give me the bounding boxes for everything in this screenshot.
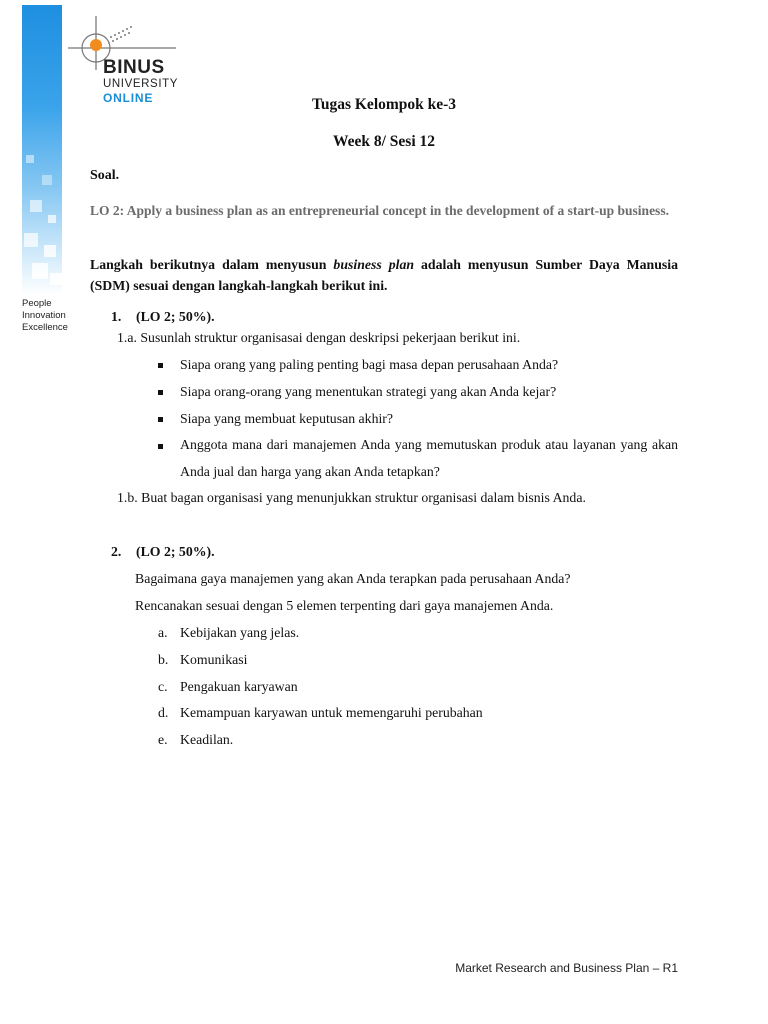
tagline-line: People xyxy=(22,298,52,309)
list-item-text: Keadilan. xyxy=(180,732,234,747)
intro-text: Langkah berikutnya dalam menyusun xyxy=(90,257,334,272)
tagline xyxy=(22,298,68,334)
list-item-text: Komunikasi xyxy=(180,652,248,667)
list-item-text: Siapa yang membuat keputusan akhir? xyxy=(180,411,394,426)
question-2-line: Bagaimana gaya manajemen yang akan Anda terapkan pada perusahaan Anda? xyxy=(135,571,571,586)
tagline-line: Excellence xyxy=(22,322,68,333)
question-2-line: Rencanakan sesuai dengan 5 elemen terpenting dari gaya manajemen Anda. xyxy=(135,598,554,613)
list-item-label: d. xyxy=(158,705,169,720)
list-item-text: Kebijakan yang jelas. xyxy=(180,625,300,640)
question-label: (LO 2; 50%). xyxy=(136,544,215,559)
bullet-icon xyxy=(158,363,163,368)
list-item-label: c. xyxy=(158,679,168,694)
list-item xyxy=(158,625,299,641)
list-item xyxy=(158,679,298,695)
page-footer: Market Research and Business Plan – R1 xyxy=(455,961,678,975)
question-number: 2. xyxy=(111,544,122,559)
section-label: Soal. xyxy=(90,168,120,183)
list-item-text: Siapa orang yang paling penting bagi masa depan perusahaan Anda? xyxy=(180,357,559,372)
list-item xyxy=(158,705,483,721)
list-item-text: Anggota mana dari manajemen Anda yang memutuskan produk atau layanan yang akan Anda jual dan harga yang akan Anda tetapkan? xyxy=(180,437,678,479)
list-item-label: e. xyxy=(158,732,168,747)
intro-italic: business plan xyxy=(333,257,415,272)
document-title: Tugas Kelompok ke-3 xyxy=(311,96,457,113)
list-item-label: a. xyxy=(158,625,168,640)
list-item-text: Pengakuan karyawan xyxy=(180,679,298,694)
logo-binus: BINUS xyxy=(103,57,165,78)
logo-university: UNIVERSITY xyxy=(103,78,179,90)
document-subtitle: Week 8/ Sesi 12 xyxy=(332,133,436,150)
question-number: 1. xyxy=(111,309,122,324)
question-1b: 1.b. Buat bagan organisasi yang menunjukkan struktur organisasi dalam bisnis Anda. xyxy=(117,490,586,505)
tagline-line: Innovation xyxy=(22,310,66,321)
list-item-text: Kemampuan karyawan untuk memengaruhi perubahan xyxy=(180,705,483,720)
bullet-icon xyxy=(158,444,163,449)
list-item-label: b. xyxy=(158,652,169,667)
intro-paragraph xyxy=(90,254,678,296)
intro-text: adalah menyusun Sumber Daya Manusia (SDM) sesuai dengan langkah-langkah berikut ini. xyxy=(90,257,678,293)
list-item xyxy=(158,652,247,668)
list-item xyxy=(158,732,233,748)
bullet-icon xyxy=(158,390,163,395)
list-item-text: Siapa orang-orang yang menentukan strategi yang akan Anda kejar? xyxy=(180,384,557,399)
question-2-heading xyxy=(111,544,215,560)
question-1a: 1.a. Susunlah struktur organisasai dengan deskripsi pekerjaan berikut ini. xyxy=(117,330,521,345)
logo-online: ONLINE xyxy=(103,91,154,105)
learning-outcome: LO 2: Apply a business plan as an entrepreneurial concept in the development of a start-up business. xyxy=(90,203,669,218)
bullet-icon xyxy=(158,417,163,422)
question-label: (LO 2; 50%). xyxy=(136,309,215,324)
question-1-heading xyxy=(111,309,215,325)
